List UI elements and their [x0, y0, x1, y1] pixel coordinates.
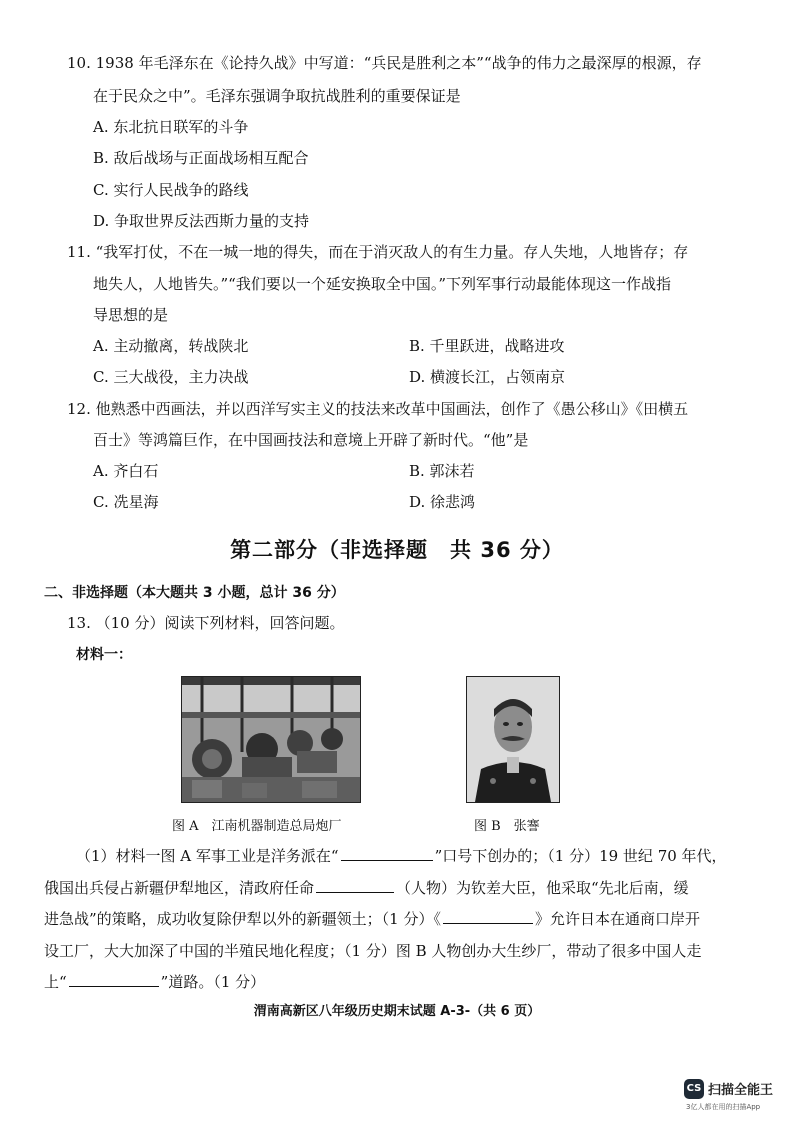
q12-stem-line2: 百士》等鸿篇巨作，在中国画技法和意境上开辟了新时代。“他”是 [93, 431, 529, 449]
q13-p5-text-a: 上“ [44, 973, 67, 991]
q13-p1-text-b: ”口号下创办的；（1 分）19 世纪 70 年代， [434, 847, 727, 865]
q13-p5-text-b: ”道路。（1 分） [160, 973, 266, 991]
q10-stem-line1: 10. 1938 年毛泽东在《论持久战》中写道：“兵民是胜利之本”“战争的伟力之最深厚的根源，存 [67, 54, 702, 72]
q12-stem-line1: 12. 他熟悉中西画法，并以西洋写实主义的技法来改革中国画法，创作了《愚公移山》《田横五 [67, 400, 689, 418]
q13-p1 [76, 846, 727, 866]
q10-option-b: B. 敌后战场与正面战场相互配合 [93, 149, 309, 167]
q12-option-d: D. 徐悲鸿 [409, 493, 476, 511]
q12-option-c: C. 冼星海 [93, 493, 159, 511]
q13-p3 [44, 909, 700, 929]
section2-heading: 二、非选择题（本大题共 3 小题，总计 36 分） [44, 585, 345, 601]
q13-p5 [44, 972, 265, 992]
photo-b-portrait [466, 676, 560, 803]
q13-p2-text-a: 俄国出兵侵占新疆伊犁地区，清政府任命 [44, 879, 315, 897]
q12-option-a: A. 齐白石 [93, 462, 159, 480]
q11-stem-line2: 地失人，人地皆失。”“我们要以一个延安换取全中国。”下列军事行动最能体现这一作战指 [93, 275, 672, 293]
q11-option-d: D. 横渡长江，占领南京 [409, 368, 566, 386]
q13-p3-text-a: 进急战”的策略，成功收复除伊犁以外的新疆领土；（1 分）《 [44, 910, 441, 928]
q13-p2 [44, 878, 689, 898]
caption-a: 图 A 江南机器制造总局炮厂 [172, 819, 342, 834]
caption-b: 图 B 张謇 [474, 819, 540, 834]
q12-option-b: B. 郭沫若 [409, 462, 475, 480]
answer-blank-2[interactable] [316, 878, 394, 893]
answer-blank-1[interactable] [341, 846, 433, 861]
q13-p3-text-b: 》允许日本在通商口岸开 [534, 910, 700, 928]
part2-title: 第二部分（非选择题 共 36 分） [230, 538, 564, 562]
scanner-logo-icon: CS [684, 1079, 704, 1099]
q13-intro: 13. （10 分）阅读下列材料，回答问题。 [67, 614, 345, 632]
q10-option-c: C. 实行人民战争的路线 [93, 181, 249, 199]
q11-option-a: A. 主动撤离，转战陕北 [93, 337, 249, 355]
answer-blank-4[interactable] [69, 972, 159, 987]
material1-label: 材料一： [76, 647, 132, 663]
q10-option-a: A. 东北抗日联军的斗争 [93, 118, 249, 136]
answer-blank-3[interactable] [443, 909, 533, 924]
q10-option-d: D. 争取世界反法西斯力量的支持 [93, 212, 310, 230]
q13-p1-text-a: （1）材料一图 A 军事工业是洋务派在“ [76, 847, 339, 865]
page-footer: 渭南高新区八年级历史期末试题 A-3-（共 6 页） [253, 1004, 541, 1019]
q13-p2-text-b: （人物）为钦差大臣，他采取“先北后南，缓 [396, 879, 689, 897]
q11-stem-line1: 11. “我军打仗，不在一城一地的得失，而在于消灭敌人的有生力量。存人失地，人地皆存；存 [67, 243, 689, 261]
q11-stem-line3: 导思想的是 [93, 306, 169, 324]
scanner-app-name: 扫描全能王 [708, 1083, 774, 1098]
scanner-app-tagline: 3亿人都在用的扫描App [686, 1103, 761, 1111]
q10-stem-line2: 在于民众之中”。毛泽东强调争取抗战胜利的重要保证是 [93, 87, 461, 105]
photo-a-factory [181, 676, 361, 803]
q11-option-b: B. 千里跃进，战略进攻 [409, 337, 565, 355]
q11-option-c: C. 三大战役，主力决战 [93, 368, 249, 386]
q13-p4: 设工厂，大大加深了中国的半殖民地化程度；（1 分）图 B 人物创办大生纱厂，带动了很多中国人走 [44, 942, 702, 960]
